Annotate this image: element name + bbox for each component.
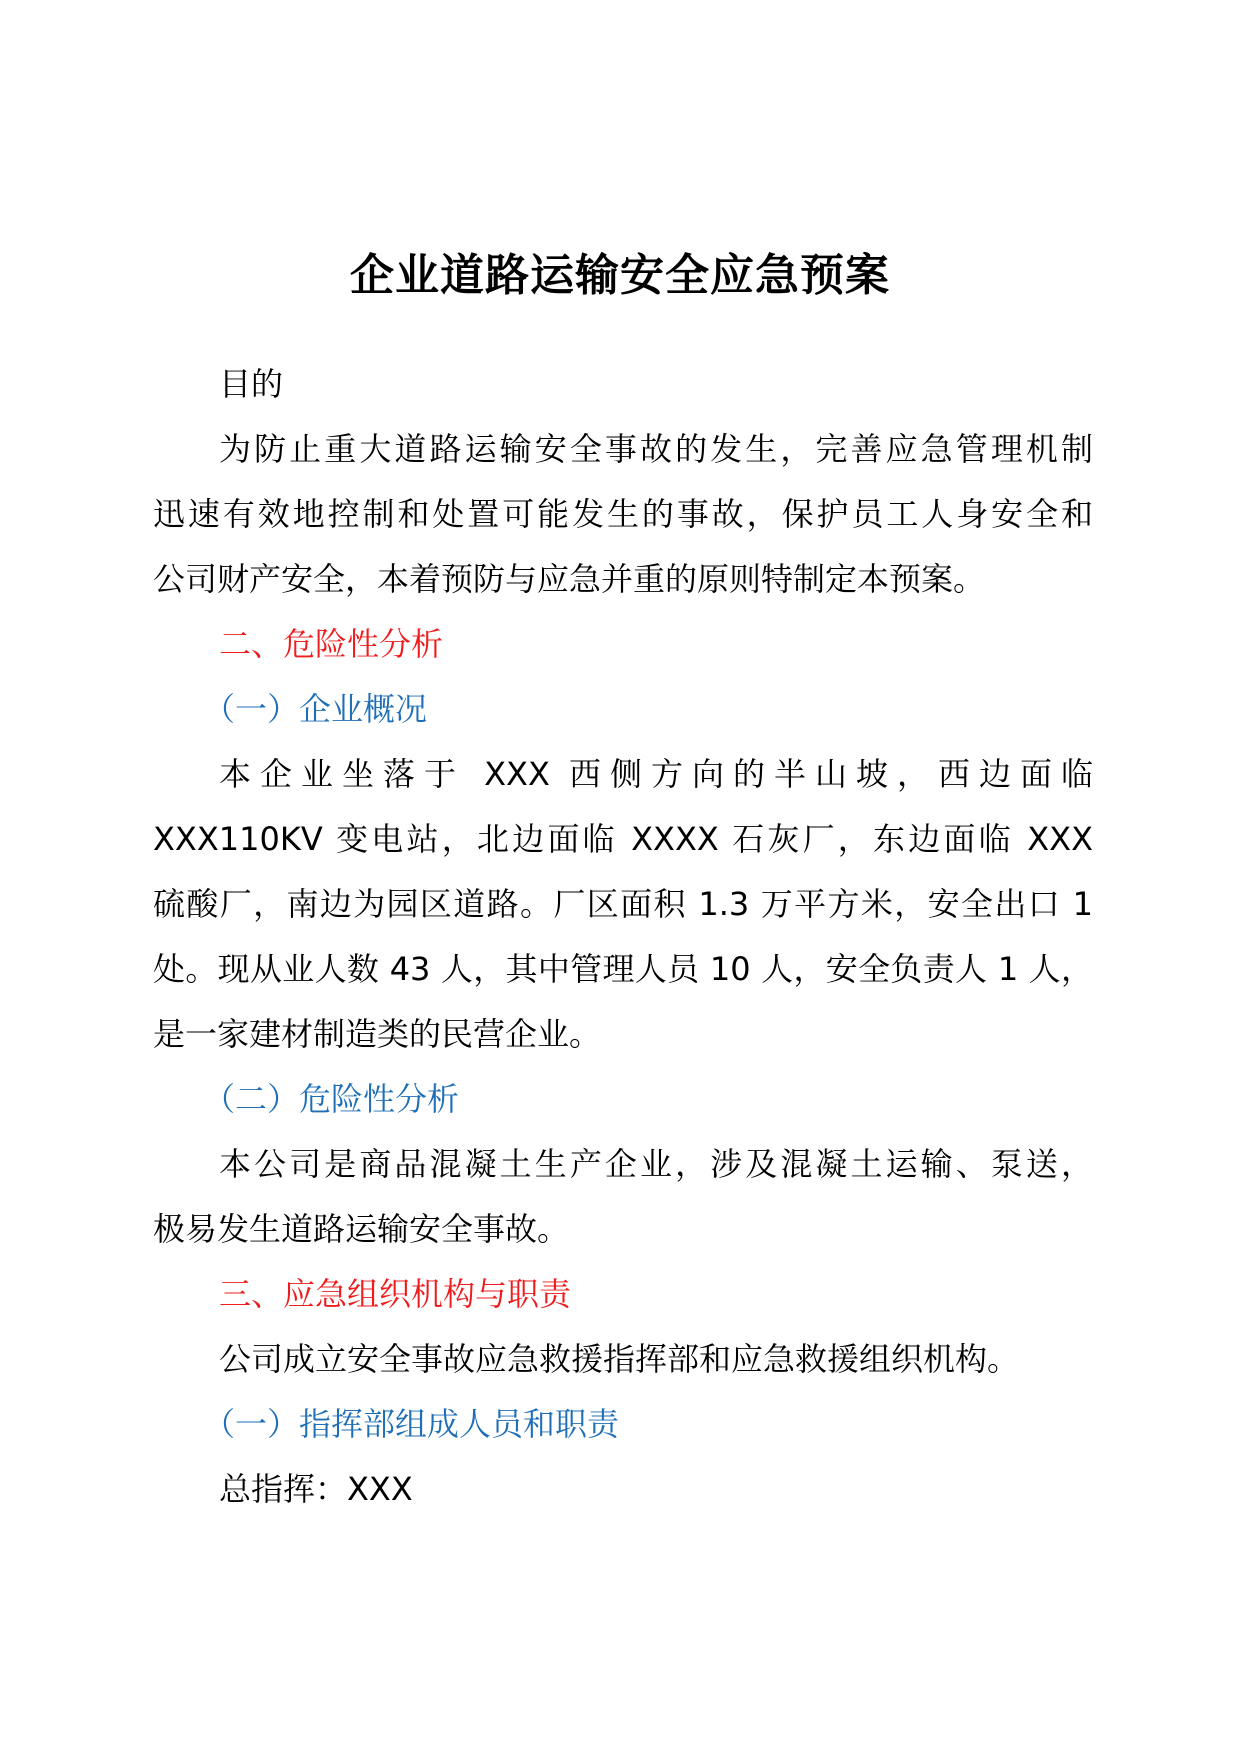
organization-paragraph: 公司成立安全事故应急救援指挥部和应急救援组织机构。: [219, 1340, 1020, 1378]
subsection-3-heading: （一）指挥部组成人员和职责: [203, 1405, 620, 1443]
document-title: 企业道路运输安全应急预案: [350, 250, 890, 301]
overview-paragraph: [153, 742, 1093, 1067]
hazard-line-2: 极易发生道路运输安全事故。: [153, 1210, 570, 1248]
purpose-heading: 目的: [219, 365, 284, 403]
section-2-heading: 二、危险性分析: [219, 625, 444, 663]
overview-line-1: 本企业坐落于 XXX 西侧方向的半山坡，西边面临: [219, 755, 1093, 793]
hazard-paragraph: [153, 1132, 1093, 1262]
purpose-line-3: 公司财产安全，本着预防与应急并重的原则特制定本预案。: [153, 560, 986, 598]
purpose-line-1: 为防止重大道路运输安全事故的发生，完善应急管理机制: [219, 430, 1093, 468]
overview-line-5: 是一家建材制造类的民营企业。: [153, 1015, 602, 1053]
subsection-1-heading: （一）企业概况: [203, 690, 428, 728]
overview-line-4: 处。现从业人数 43 人，其中管理人员 10 人，安全负责人 1 人，: [153, 950, 1093, 988]
subsection-2-heading: （二）危险性分析: [203, 1080, 460, 1118]
purpose-line-2: 迅速有效地控制和处置可能发生的事故，保护员工人身安全和: [153, 495, 1093, 533]
overview-line-2: XXX110KV 变电站，北边面临 XXXX 石灰厂，东边面临 XXX: [153, 820, 1093, 858]
hazard-line-1: 本公司是商品混凝土生产企业，涉及混凝土运输、泵送，: [219, 1145, 1093, 1183]
overview-line-3: 硫酸厂，南边为园区道路。厂区面积 1.3 万平方米，安全出口 1: [153, 885, 1093, 923]
document-body: [153, 352, 1093, 1522]
purpose-paragraph: [153, 417, 1093, 612]
commander-line: 总指挥：XXX: [219, 1470, 413, 1508]
section-3-heading: 三、应急组织机构与职责: [219, 1275, 572, 1313]
